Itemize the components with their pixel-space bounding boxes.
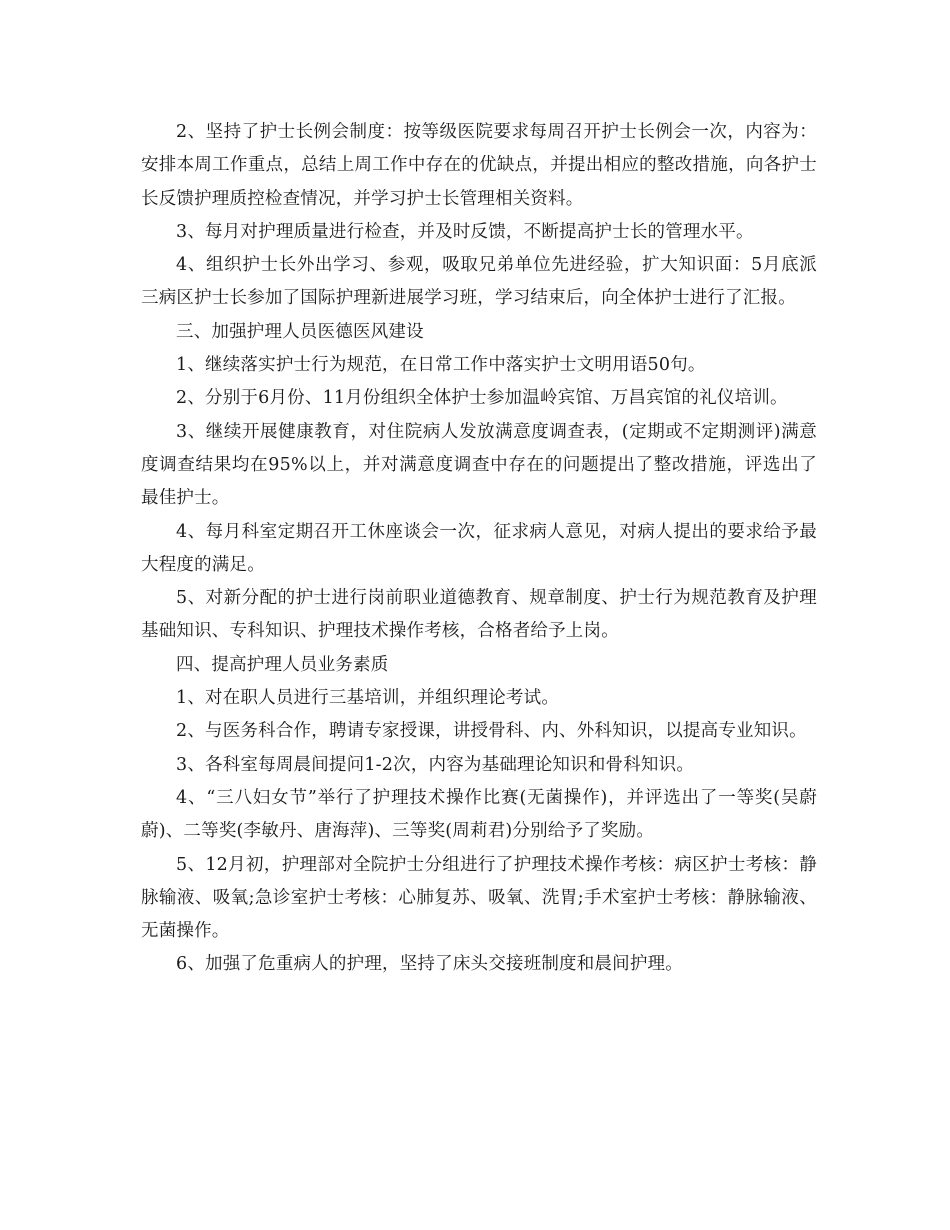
paragraph-10: 2、与医务科合作，聘请专家授课，讲授骨科、内、外科知识，以提高专业知识。 xyxy=(176,721,807,742)
paragraph-12: 4、“三八妇女节”举行了护理技术操作比赛(无菌操作)，并评选出了一等奖(吴蔚蔚)、二等奖(李敏丹、唐海萍)、三等奖(周莉君)分别给予了奖励。 xyxy=(141,787,817,842)
paragraph-1: 2、坚持了护士长例会制度：按等级医院要求每周召开护士长例会一次，内容为：安排本周工作重点，总结上周工作中存在的优缺点，并提出相应的整改措施，向各护士长反馈护理质控检查情况，并学习护士长管理相关资料。 xyxy=(141,122,817,209)
paragraph-7: 4、每月科室定期召开工休座谈会一次，征求病人意见，对病人提出的要求给予最大程度的满足。 xyxy=(141,521,817,575)
paragraph-3: 4、组织护士长外出学习、参观，吸取兄弟单位先进经验，扩大知识面：5月底派三病区护士长参加了国际护理新进展学习班，学习结束后，向全体护士进行了汇报。 xyxy=(141,255,817,309)
paragraph-14: 6、加强了危重病人的护理，坚持了床头交接班制度和晨间护理。 xyxy=(176,954,683,975)
paragraph-2: 3、每月对护理质量进行检查，并及时反馈，不断提高护士长的管理水平。 xyxy=(176,221,754,242)
paragraph-6: 3、继续开展健康教育，对住院病人发放满意度调查表，(定期或不定期测评)满意度调查结果均在95%以上，并对满意度调查中存在的问题提出了整改措施，评选出了最佳护士。 xyxy=(141,421,817,509)
paragraph-11: 3、各科室每周晨间提问1-2次，内容为基础理论知识和骨科知识。 xyxy=(176,754,695,775)
section-heading-3: 三、加强护理人员医德医风建设 xyxy=(176,321,424,342)
paragraph-13: 5、12月初，护理部对全院护士分组进行了护理技术操作考核：病区护士考核：静脉输液、吸氧;急诊室护士考核：心肺复苏、吸氧、洗胃;手术室护士考核：静脉输液、无菌操作。 xyxy=(141,854,817,942)
paragraph-4: 1、继续落实护士行为规范，在日常工作中落实护士文明用语50句。 xyxy=(176,355,706,376)
section-heading-4: 四、提高护理人员业务素质 xyxy=(176,654,389,675)
paragraph-8: 5、对新分配的护士进行岗前职业道德教育、规章制度、护士行为规范教育及护理基础知识、专科知识、护理技术操作考核，合格者给予上岗。 xyxy=(141,588,817,642)
paragraph-5: 2、分别于6月份、11月份组织全体护士参加温岭宾馆、万昌宾馆的礼仪培训。 xyxy=(176,388,788,409)
document-body xyxy=(141,116,817,982)
paragraph-9: 1、对在职人员进行三基培训，并组织理论考试。 xyxy=(176,688,560,709)
